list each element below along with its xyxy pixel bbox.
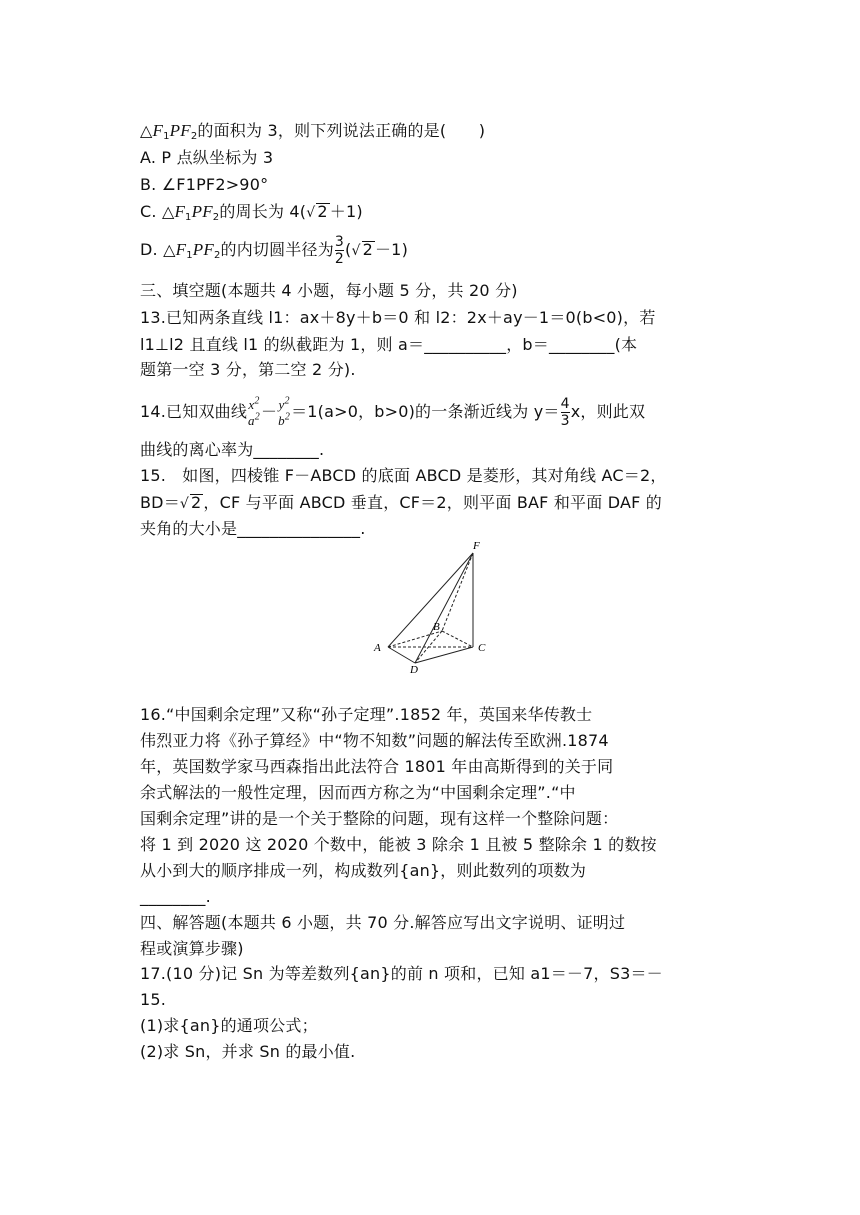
- q17-line2: 15.: [140, 990, 167, 1009]
- section4-heading: 四、解答题(本题共 6 小题，共 70 分.解答应写出文字说明、证明过: [140, 913, 626, 932]
- pyramid-figure: [360, 535, 500, 675]
- section3-heading: 三、填空题(本题共 4 小题，每小题 5 分，共 20 分): [140, 281, 518, 300]
- q15-line1: 15. 如图，四棱锥 F－ABCD 的底面 ABCD 是菱形，其对角线 AC＝2，: [140, 466, 667, 485]
- q12-option-d: D. $\triangle F_1PF_2$的内切圆半径为 $\frac{3}{2}$ (√ 2 －1): [140, 234, 409, 267]
- q17-part2: (2)求 Sn，并求 Sn 的最小值.: [140, 1042, 356, 1061]
- edge-BC: [442, 631, 473, 647]
- q15-bd: BD＝: [140, 493, 180, 512]
- q12-option-a: A. P 点纵坐标为 3: [140, 148, 274, 167]
- frac-num: 3: [334, 234, 345, 250]
- q16-line: ________.: [140, 887, 211, 906]
- q12-c-tail: ＋1): [329, 202, 363, 221]
- q15-line2-post: ，CF 与平面 ABCD 垂直，CF＝2，则平面 BAF 和平面 DAF 的: [203, 493, 662, 512]
- q17-part1: (1)求{an}的通项公式；: [140, 1016, 318, 1035]
- q12-d-tail: (: [345, 240, 352, 259]
- q16-line: 伟烈亚力将《孙子算经》中“物不知数”问题的解法传至欧洲.1874: [140, 731, 609, 750]
- q14-pre: 14.已知双曲线: [140, 402, 248, 421]
- q14-line2: 曲线的离心率为________.: [140, 440, 325, 459]
- q16-line: 余式解法的一般性定理，因而西方称之为“中国剩余定理”.“中: [140, 783, 576, 802]
- q12-option-c: C. $\triangle F_1PF_2$的周长为 4(√ 2 ＋1): [140, 202, 363, 223]
- frac-den: 2: [334, 251, 345, 267]
- q12-d-tail2: －1): [374, 240, 409, 259]
- q14-y2b2: $y^2$ $b^2$: [278, 395, 291, 428]
- q12-d-prefix: D. △: [140, 240, 176, 259]
- edge-DC: [415, 647, 473, 663]
- frac-den: 3: [560, 413, 570, 429]
- label-C: C: [478, 642, 486, 654]
- q14-post: x，则此双: [570, 402, 646, 421]
- q12-stem: $\triangle F_1PF_2$的面积为 3，则下列说法正确的是( ): [140, 121, 486, 142]
- q15-sqrt: 2: [191, 493, 202, 512]
- q15-line3: 夹角的大小是_______________.: [140, 519, 366, 538]
- q12-c-text: 的周长为 4(: [219, 202, 307, 221]
- q13-line1: 13.已知两条直线 l1：ax＋8y＋b＝0 和 l2：2x＋ay－1＝0(b<0)，若: [140, 308, 656, 327]
- q14-fraction: [561, 396, 570, 429]
- q12-c-sqrt: 2: [317, 202, 328, 221]
- q14-x2a2: $x^2$ $a^2$: [248, 395, 260, 428]
- q13-line3: 题第一空 3 分，第二空 2 分).: [140, 360, 356, 379]
- q16-line: 国剩余定理”讲的是一个关于整除的问题，现有这样一个整除问题：: [140, 809, 619, 828]
- edge-AB: [388, 631, 442, 647]
- label-F: F: [473, 540, 480, 552]
- q12-stem-tail: 的面积为 3，则下列说法正确的是( ): [197, 121, 486, 140]
- edge-FB: [442, 553, 473, 631]
- q13-line2: l1⊥l2 且直线 l1 的纵截距为 1，则 a＝__________，b＝________(本: [140, 335, 638, 354]
- q16-line: 从小到大的顺序排成一列，构成数列{an}，则此数列的项数为: [140, 861, 587, 880]
- q16-line: 16.“中国剩余定理”又称“孙子定理”.1852 年，英国来华传教士: [140, 705, 593, 724]
- frac-num: 4: [560, 396, 570, 412]
- q14-mid: ＝1(a>0，b>0)的一条渐近线为 y＝: [291, 402, 560, 421]
- q16-line: 将 1 到 2020 这 2020 个数中，能被 3 除余 1 且被 5 整除余 1 的数按: [140, 835, 657, 854]
- q14-line1: 14.已知双曲线 $x^2$ $a^2$ － $y^2$ $b^2$ ＝1(a>0，b>0)的一条渐近线为 y＝ $\frac{4}{3}$ x，则此双: [140, 395, 646, 429]
- label-B: B: [433, 621, 440, 633]
- q12-d-text: 的内切圆半径为: [220, 240, 334, 259]
- q12-option-b: B. ∠F1PF2>90°: [140, 175, 269, 194]
- q15-line2: BD＝√ 2 ，CF 与平面 ABCD 垂直，CF＝2，则平面 BAF 和平面 DAF 的: [140, 493, 662, 512]
- section4-heading-cont: 程或演算步骤): [140, 939, 244, 958]
- q16-line: 年，英国数学家马西森指出此法符合 1801 年由高斯得到的关于同: [140, 757, 614, 776]
- q12-d-sqrt: 2: [362, 240, 373, 259]
- q12-d-fraction: [335, 234, 344, 267]
- label-D: D: [410, 664, 418, 675]
- q12-c-prefix: C. △: [140, 202, 175, 221]
- label-A: A: [374, 642, 381, 654]
- edge-AD: [388, 647, 415, 663]
- q17-line1: 17.(10 分)记 Sn 为等差数列{an}的前 n 项和，已知 a1＝－7，S3＝－: [140, 964, 663, 983]
